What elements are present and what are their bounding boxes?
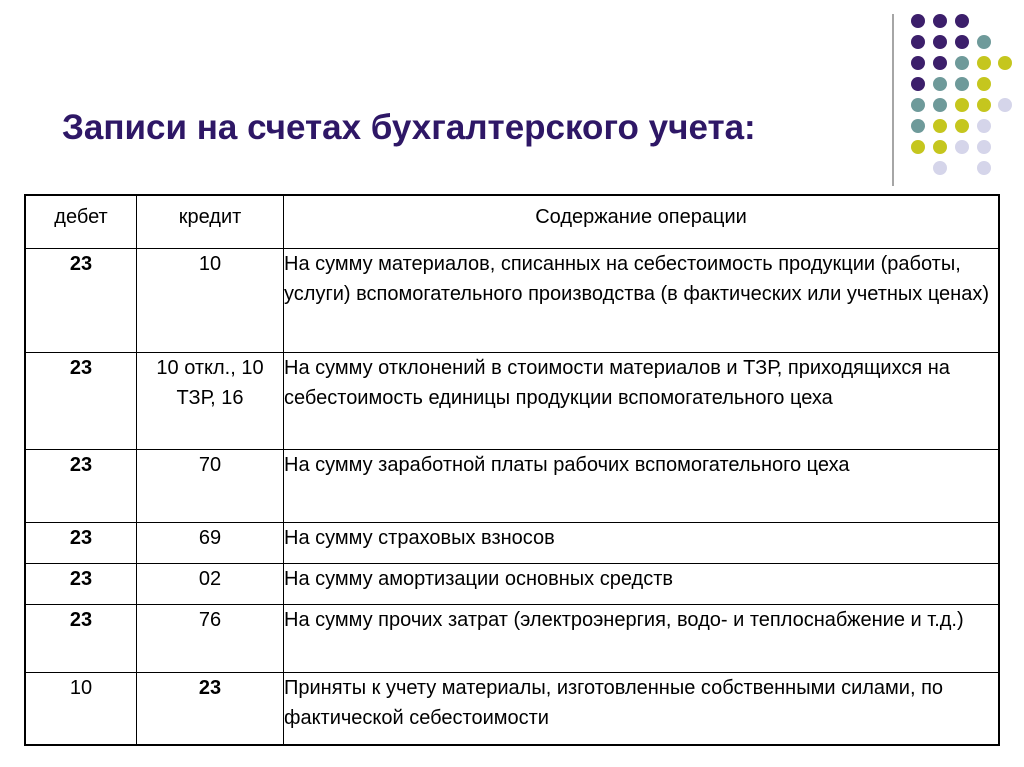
decor-dot bbox=[998, 56, 1012, 70]
dot-grid-decoration bbox=[0, 0, 1024, 200]
cell-content: На сумму отклонений в стоимости материалов и ТЗР, приходящихся на себестоимость единицы продукции вспомогательного цеха bbox=[284, 353, 1000, 450]
decor-dot bbox=[955, 14, 969, 28]
cell-content: Приняты к учету материалы, изготовленные собственными силами, по фактической себестоимости bbox=[284, 673, 1000, 745]
decor-dot bbox=[998, 98, 1012, 112]
decor-dot bbox=[911, 119, 925, 133]
cell-credit: 10 откл., 10 ТЗР, 16 bbox=[137, 353, 284, 450]
decor-dot bbox=[933, 161, 947, 175]
cell-debit: 23 bbox=[25, 249, 137, 353]
cell-debit: 23 bbox=[25, 564, 137, 605]
decor-dot bbox=[955, 77, 969, 91]
cell-debit: 23 bbox=[25, 353, 137, 450]
decor-dot bbox=[977, 98, 991, 112]
decor-dot bbox=[911, 77, 925, 91]
header-credit: кредит bbox=[137, 195, 284, 249]
cell-credit: 76 bbox=[137, 605, 284, 673]
decor-dot bbox=[933, 98, 947, 112]
cell-content: На сумму страховых взносов bbox=[284, 523, 1000, 564]
table-row bbox=[25, 564, 999, 605]
decor-dot bbox=[933, 35, 947, 49]
table-row bbox=[25, 450, 999, 523]
header-debit: дебет bbox=[25, 195, 137, 249]
decor-dot bbox=[955, 140, 969, 154]
cell-content: На сумму материалов, списанных на себестоимость продукции (работы, услуги) вспомогательного производства (в фактических или учетных ценах) bbox=[284, 249, 1000, 353]
cell-credit: 10 bbox=[137, 249, 284, 353]
decor-dot bbox=[977, 77, 991, 91]
decor-dot bbox=[933, 56, 947, 70]
table-row bbox=[25, 605, 999, 673]
decor-dot bbox=[933, 77, 947, 91]
accounting-entries-table bbox=[24, 194, 1000, 746]
decor-dot bbox=[977, 119, 991, 133]
decor-dot bbox=[955, 119, 969, 133]
decor-dot bbox=[933, 14, 947, 28]
cell-debit: 23 bbox=[25, 605, 137, 673]
table-row bbox=[25, 353, 999, 450]
cell-debit: 23 bbox=[25, 523, 137, 564]
cell-credit: 23 bbox=[137, 673, 284, 745]
cell-debit: 10 bbox=[25, 673, 137, 745]
cell-credit: 69 bbox=[137, 523, 284, 564]
cell-credit: 70 bbox=[137, 450, 284, 523]
decor-dot bbox=[911, 140, 925, 154]
decor-dot bbox=[933, 140, 947, 154]
cell-content: На сумму прочих затрат (электроэнергия, водо- и теплоснабжение и т.д.) bbox=[284, 605, 1000, 673]
table-header-row bbox=[25, 195, 999, 249]
cell-credit: 02 bbox=[137, 564, 284, 605]
table-row bbox=[25, 523, 999, 564]
decor-dot bbox=[911, 98, 925, 112]
decor-dot bbox=[955, 56, 969, 70]
header-content: Содержание операции bbox=[284, 195, 1000, 249]
decor-dot bbox=[977, 56, 991, 70]
decor-dot bbox=[911, 14, 925, 28]
decor-dot bbox=[977, 161, 991, 175]
decor-dot bbox=[955, 35, 969, 49]
decor-dot bbox=[933, 119, 947, 133]
decor-dot bbox=[977, 35, 991, 49]
decor-dot bbox=[977, 140, 991, 154]
decor-dot bbox=[955, 98, 969, 112]
cell-content: На сумму амортизации основных средств bbox=[284, 564, 1000, 605]
table-row bbox=[25, 249, 999, 353]
slide-title: Записи на счетах бухгалтерского учета: bbox=[62, 108, 756, 147]
decor-dot bbox=[911, 56, 925, 70]
table-row bbox=[25, 673, 999, 745]
decor-dot bbox=[911, 35, 925, 49]
cell-content: На сумму заработной платы рабочих вспомогательного цеха bbox=[284, 450, 1000, 523]
cell-debit: 23 bbox=[25, 450, 137, 523]
